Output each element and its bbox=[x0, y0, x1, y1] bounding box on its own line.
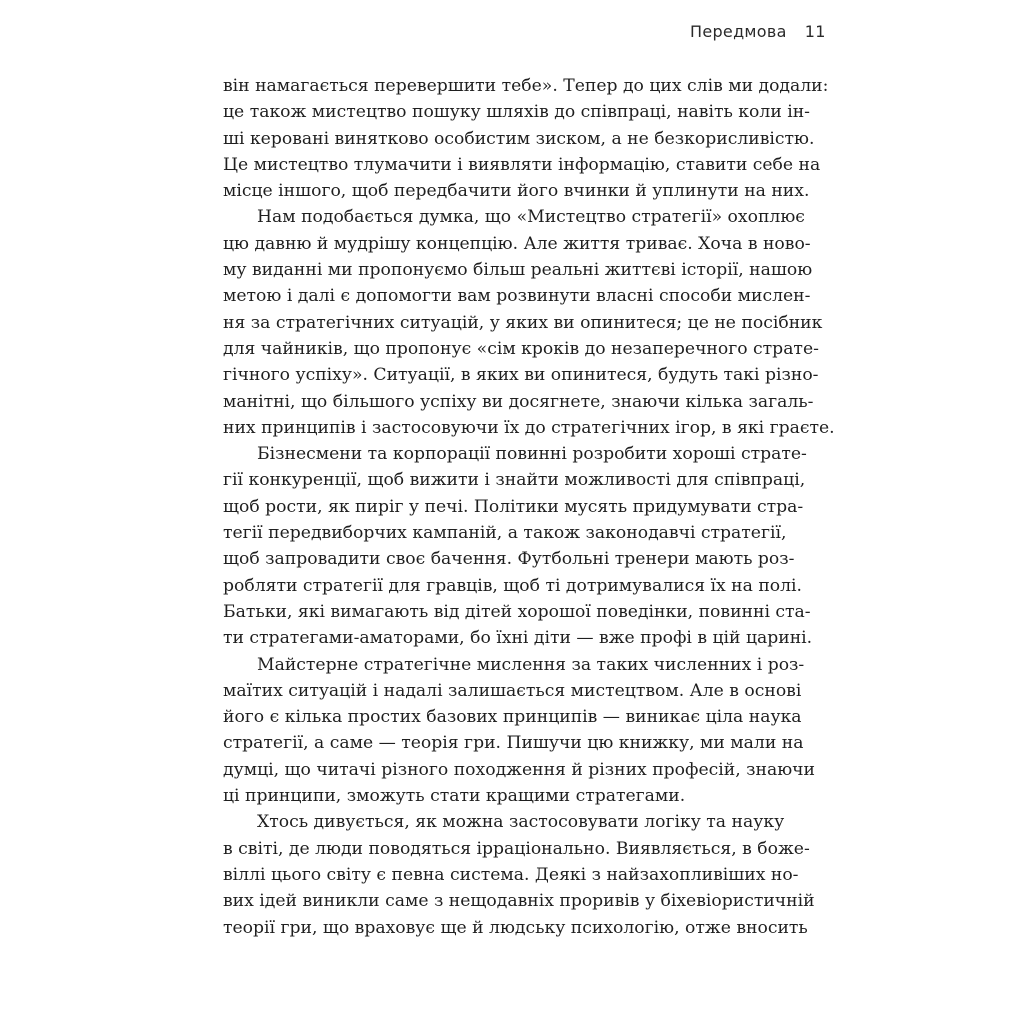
text-line: них принципів і застосовуючи їх до стратегічних ігор, в які граєте. bbox=[223, 417, 835, 438]
text-line: щоб запровадити своє бачення. Футбольні тренери мають роз- bbox=[223, 549, 795, 570]
text-line: маїтих ситуацій і надалі залишається мистецтвом. Але в основі bbox=[223, 680, 802, 701]
text-line: вих ідей виникли саме з нещодавніх проривів у біхевіористичній bbox=[223, 891, 815, 912]
text-line: Це мистецтво тлумачити і виявляти інформацію, ставити себе на bbox=[223, 154, 821, 175]
text-line: ти стратегами-аматорами, бо їхні діти — вже профі в цій царині. bbox=[223, 628, 813, 649]
section-title: Передмова bbox=[690, 22, 787, 41]
text-line: віллі цього світу є певна система. Деякі з найзахопливіших но- bbox=[223, 864, 799, 885]
text-line: місце іншого, щоб передбачити його вчинки й уплинути на них. bbox=[223, 181, 810, 202]
text-line: робляти стратегії для гравців, щоб ті дотримувалися їх на полі. bbox=[223, 575, 803, 596]
text-line: Бізнесмени та корпорації повинні розробити хороші страте- bbox=[257, 444, 807, 465]
text-line: це також мистецтво пошуку шляхів до співпраці, навіть коли ін- bbox=[223, 102, 810, 123]
text-line: в світі, де люди поводяться ірраціонально. Виявляється, в боже- bbox=[223, 838, 810, 859]
text-line: гії конкуренції, щоб вижити і знайти можливості для співпраці, bbox=[223, 470, 806, 491]
text-line: для чайників, що пропонує «сім кроків до незаперечного страте- bbox=[223, 338, 819, 359]
text-line: Хтось дивується, як можна застосовувати логіку та науку bbox=[257, 812, 785, 833]
running-head bbox=[690, 22, 826, 41]
body-text bbox=[223, 73, 835, 941]
text-line: му виданні ми пропонуємо більш реальні життєві історії, нашою bbox=[223, 260, 813, 281]
text-line: гічного успіху». Ситуації, в яких ви опинитеся, будуть такі різно- bbox=[223, 365, 819, 386]
text-line: метою і далі є допомогти вам розвинути власні способи мислен- bbox=[223, 286, 811, 307]
text-line: ці принципи, зможуть стати кращими стратегами. bbox=[223, 786, 686, 807]
text-line: теорії гри, що враховує ще й людську психологію, отже вносить bbox=[223, 917, 808, 938]
text-line: ші керовані винятково особистим зиском, а не безкорисливістю. bbox=[223, 128, 815, 149]
text-line: Нам подобається думка, що «Мистецтво стратегії» охоплює bbox=[257, 207, 805, 228]
text-line: тегії передвиборчих кампаній, а також законодавчі стратегії, bbox=[223, 523, 787, 544]
text-line: Батьки, які вимагають від дітей хорошої поведінки, повинні ста- bbox=[223, 601, 811, 622]
text-line: Майстерне стратегічне мислення за таких численних і роз- bbox=[257, 654, 805, 675]
text-line: манітні, що більшого успіху ви досягнете, знаючи кілька загаль- bbox=[223, 391, 814, 412]
text-line: він намагається перевершити тебе». Тепер до цих слів ми додали: bbox=[223, 76, 829, 96]
text-line: його є кілька простих базових принципів — виникає ціла наука bbox=[223, 707, 802, 728]
page-number: 11 bbox=[804, 22, 826, 41]
text-line: стратегії, а саме — теорія гри. Пишучи цю книжку, ми мали на bbox=[223, 733, 804, 754]
text-line: думці, що читачі різного походження й різних професій, знаючи bbox=[223, 759, 816, 780]
text-line: цю давню й мудрішу концепцію. Але життя триває. Хоча в ново- bbox=[223, 233, 811, 254]
text-line: ня за стратегічних ситуацій, у яких ви опинитеся; це не посібник bbox=[223, 312, 823, 333]
text-line: щоб рости, як пиріг у печі. Політики мусять придумувати стра- bbox=[223, 496, 804, 517]
